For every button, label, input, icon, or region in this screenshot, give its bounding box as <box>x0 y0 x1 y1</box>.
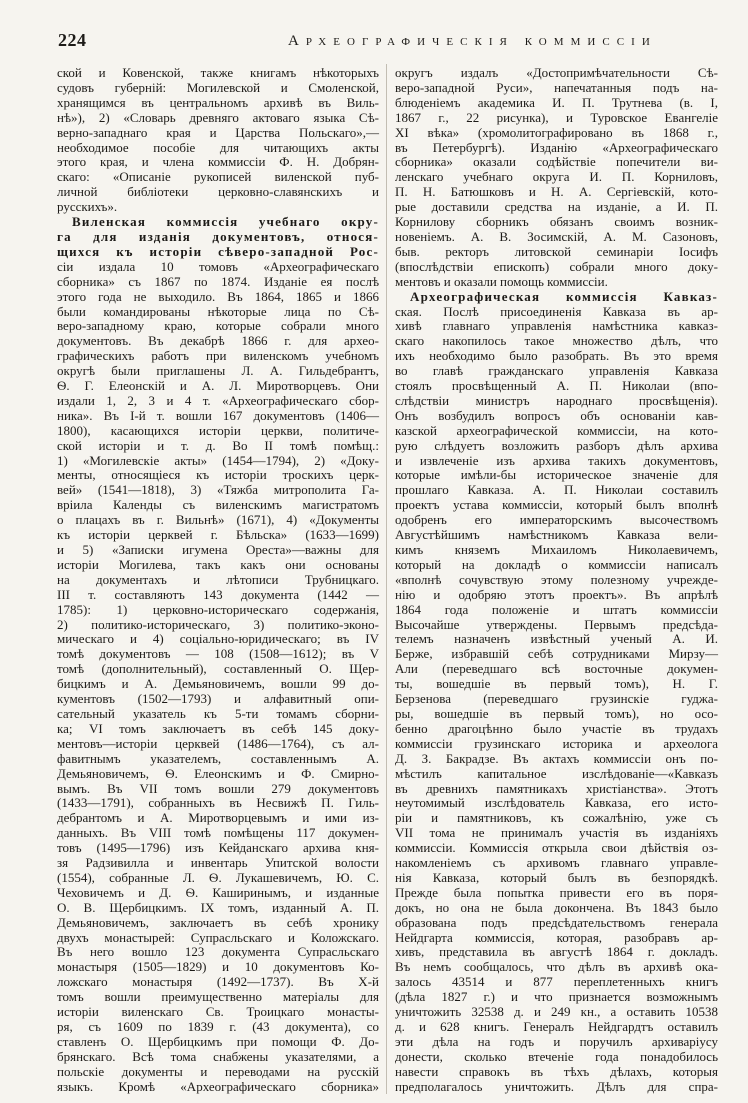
text-line: Прежде была попытка привести его въ поря- <box>395 884 718 900</box>
text-line: фавитнымъ указателемъ, составленнымъ А. <box>57 750 379 766</box>
text-line: зя Радзивилла и инвентарь Упитской волости <box>57 855 379 871</box>
text-line: этого года не выходило. Въ 1864, 1865 и 1866 <box>57 288 379 304</box>
text-line: къ исторіи церквей г. Бѣльска» (1633—1699) <box>57 527 379 543</box>
text-line: О. В. Щербицкимъ. IX томъ, изданный А. П. <box>57 899 379 915</box>
text-line: хивѣ главнаго управленія намѣстника кавказ- <box>395 318 718 334</box>
text-line: образована подъ предсѣдательствомъ генерала <box>395 914 718 930</box>
text-line: казской археографической коммиссіи, на кото- <box>395 422 718 438</box>
text-line: томѣ (дополнительный), составленный О. Щер- <box>57 661 379 677</box>
text-line: Демьяновичемъ, Ѳ. Елеонскимъ и Ф. Смирно- <box>57 765 379 781</box>
text-line: ты, вошедшіе въ первый томъ), Н. Г. <box>395 676 718 692</box>
text-line: документовъ. Въ декабрѣ 1866 г. для архео- <box>57 333 379 349</box>
text-line: (дѣла 1827 г.) и что признается возможнымъ <box>395 989 718 1005</box>
text-line: данныхъ. Въ VIII томѣ помѣщены 117 докумен- <box>57 825 379 841</box>
text-line: которые имѣли-бы историческое значеніе для <box>395 467 718 483</box>
text-line: навести справокъ въ тѣхъ дѣлахъ, которыя <box>395 1063 718 1079</box>
text-line: Онъ возбудилъ вопросъ объ основаніи кав- <box>395 407 718 423</box>
text-line: веро-западной Руси», напечатанныя подъ на- <box>395 79 718 95</box>
text-line: VII тома не принималъ участія въ изданіяхъ <box>395 825 718 841</box>
text-line: д. и 628 книгъ. Генералъ Нейдгардтъ оставилъ <box>395 1019 718 1034</box>
text-line: верно-западнаго края и Царства Польскаго»,— <box>57 124 379 140</box>
text-line: ника». Въ I-й т. вошли 167 документовъ (1406— <box>57 407 379 423</box>
text-line: П. Н. Батюшковъ и Н. А. Сергіевскій, кото- <box>395 184 718 200</box>
text-line: вымъ. Въ VII томъ вошли 279 документовъ <box>57 780 379 796</box>
text-line: были командированы нѣкоторые лица по Сѣ- <box>57 303 379 319</box>
text-line: кимъ княземъ Михаиломъ Николаевичемъ, <box>395 542 718 557</box>
text-line: предполагалось уничтожить. Дѣлъ для спра- <box>395 1078 718 1094</box>
text-line: нію и одобряю этотъ проектъ». Въ апрѣлѣ <box>395 586 718 602</box>
text-line: III т. составляютъ 143 документа (1442 — <box>57 586 379 602</box>
text-line: коммиссіи грузинскаго историка и археолога <box>395 735 718 751</box>
left-column <box>57 66 379 1095</box>
text-line: и 5) «Записки игумена Ореста»—важны для <box>57 542 379 557</box>
text-line: бицкимъ и А. Демьяновичемъ, вошли 99 до- <box>57 676 379 692</box>
text-line: Берзенова (переведшаго грузинскіе гуджа- <box>395 691 718 707</box>
text-line: 1800), касающихся исторіи церкви, политиче- <box>57 422 379 438</box>
text-line: прошлаго Кавказа. А. П. Николаи составилъ <box>395 482 718 498</box>
text-line: на документахъ и лѣтописи Трубницкаго. <box>57 571 379 587</box>
text-line: рую слѣдуетъ возложить разборъ дѣлъ архива <box>395 437 718 453</box>
text-line: сборника» оказали содѣйствіе попечители ви- <box>395 154 718 170</box>
text-line: нѣ»), 2) «Словарь древняго актоваго языка Сѣ- <box>57 109 379 125</box>
text-line: ментовъ—исторіи церквей (1486—1764), съ ал- <box>57 735 379 751</box>
text-line: графическихъ работъ при виленскомъ учебномъ <box>57 348 379 364</box>
text-line: докъ, но она не была докончена. Въ 1843 было <box>395 899 718 915</box>
text-line: га для изданія документовъ, относя- <box>57 228 379 244</box>
text-line: ской и Ковенской, также книгамъ нѣкоторыхъ <box>57 65 379 80</box>
text-line: Ѳ. Г. Елеонскій и А. Л. Миротворцевъ. Они <box>57 378 379 394</box>
text-line: брянскаго. Всѣ тома снабжены указателями, а <box>57 1048 379 1064</box>
text-line: Чеховичемъ и Д. Ѳ. Каширинымъ, и изданные <box>57 884 379 900</box>
text-line: коммиссіи. Коммиссія открыла свои дѣйствія оз- <box>395 840 718 856</box>
text-line: Августѣйшимъ намѣстникомъ Кавказа вели- <box>395 527 718 543</box>
text-line: одобренъ его императорскимъ высочествомъ <box>395 512 718 528</box>
text-line: 2) политико-историческаго, 3) политико-эконо- <box>57 616 379 632</box>
text-line: 1785): 1) церковно-историческаго содержанія, <box>57 601 379 617</box>
text-line: уничтожить 32538 д. и 249 кн., а оставить 10538 <box>395 1004 718 1020</box>
text-line: въ древнихъ памятникахъ христіанства». Этотъ <box>395 780 718 796</box>
text-line: товъ (1495—1796) изъ Кейданскаго архива кня- <box>57 840 379 856</box>
text-line: рые доставили средства на изданіе, а И. П. <box>395 199 718 215</box>
text-line: мѣстилъ капитальное изслѣдованіе—«Кавказъ <box>395 765 718 781</box>
text-line: во главѣ гражданскаго управленія Кавказа <box>395 363 718 379</box>
text-line: сательный указатель къ 5-ти томамъ сборни- <box>57 705 379 721</box>
text-line: Виленская коммиссія учебнаго окру- <box>72 214 379 230</box>
text-line: Археографическая коммиссія Кавказ- <box>410 288 718 304</box>
text-line: XI вѣка» (хромолитографировано въ 1868 г., <box>395 124 718 140</box>
text-line: Берже, избравшій себѣ сотрудниками Мирзу— <box>395 646 718 662</box>
text-line: веро-западному краю, которые собрали много <box>57 318 379 334</box>
text-line: донести, сколько втеченіе года понадобилось <box>395 1048 718 1064</box>
text-line: ка; VI томъ заключаетъ въ себѣ 145 доку- <box>57 720 379 736</box>
text-line: Али (переведшаго всѣ восточные докумен- <box>395 661 718 677</box>
text-line: 1864 года положеніе и штатъ коммиссіи <box>395 601 718 617</box>
text-line: новеніемъ. А. В. Зосимскій, А. М. Сазоновъ, <box>395 228 718 244</box>
text-line: залось 43514 и 877 переплетенныхъ книгъ <box>395 974 718 990</box>
text-line: (1433—1791), собранныхъ въ Несвижѣ П. Гиль- <box>57 795 379 811</box>
text-line: издали 1, 2, 3 и 4 т. «Археографическаго сбор- <box>57 392 379 408</box>
text-line: хивъ, представила въ августѣ 1864 г. докладъ. <box>395 944 718 960</box>
text-line: блюденіемъ академика И. П. Трутнева (в. I, <box>395 94 718 110</box>
text-line: ріи и памятниковъ, къ сожалѣнію, уже съ <box>395 810 718 826</box>
text-line: ставленъ О. Щербицкимъ при помощи Ф. До- <box>57 1033 379 1049</box>
text-line: нія Кавказа, который былъ въ безпорядкѣ. <box>395 869 718 885</box>
text-line: щихся къ исторіи сѣверо-западной Рос- <box>57 243 379 259</box>
text-line: этого края, и члена коммиссіи Ф. Н. Добрян- <box>57 154 379 170</box>
text-line: и извлеченіе изъ архива такихъ документовъ, <box>395 452 718 468</box>
text-line: ской исторіи и т. д. Во II томѣ помѣщ.: <box>57 437 379 453</box>
text-line: ихъ необходимо было разобрать. Въ это время <box>395 348 718 364</box>
text-line: Высочайше утверждены. Первымъ предсѣда- <box>395 616 718 632</box>
text-line: ря, съ 1609 по 1839 г. (43 документа), со <box>57 1019 379 1034</box>
text-line: ская. Послѣ присоединенія Кавказа въ ар- <box>395 303 718 319</box>
text-line: Въ немъ сообщалось, что дѣлъ въ архивѣ ока- <box>395 959 718 975</box>
text-line: Нейдгарта коммиссія, которая, разобравъ ар- <box>395 929 718 945</box>
text-line: эти дѣла на годъ и поручилъ архиваріусу <box>395 1033 718 1049</box>
text-line: стоялъ просвѣщенный А. П. Николаи (впо- <box>395 378 718 394</box>
text-line: вріила Календы съ виленскимъ магистратомъ <box>57 497 379 513</box>
text-line: необходимое пособіе для читающихъ акты <box>57 139 379 155</box>
text-line: сборника» съ 1867 по 1874. Изданіе ея послѣ <box>57 273 379 289</box>
text-line: двухъ монастырей: Супрасльскаго и Коложскаго. <box>57 929 379 945</box>
text-line: скаго накопилось такое множество дѣлъ, что <box>395 333 718 349</box>
text-line: польскіе документы и переводами на русскій <box>57 1063 379 1079</box>
page-number: 224 <box>58 30 87 50</box>
text-line: быв. ректоръ литовской семинаріи Іосифъ <box>395 243 718 259</box>
text-line: проектъ устава коммиссіи, который былъ вполнѣ <box>395 497 718 513</box>
text-line: томѣ документовъ — 108 (1508—1612); въ V <box>57 646 379 662</box>
right-column <box>395 66 718 1095</box>
text-line: языкъ. Кромѣ «Археографическаго сборника» <box>57 1078 379 1094</box>
text-line: скаго: «Описаніе рукописей виленской пуб- <box>57 169 379 185</box>
text-line: исторіи виленскаго Св. Троицкаго монасты- <box>57 1004 379 1020</box>
text-line: неутомимый изслѣдователь Кавказа, его исто- <box>395 795 718 811</box>
column-divider <box>386 64 387 1094</box>
text-line: 1867 г., 22 рисунка), и Туровское Евангеліе <box>395 109 718 125</box>
text-line: о плацахъ въ г. Вильнѣ» (1671), 4) «Документы <box>57 512 379 528</box>
text-line: ленскаго учебнаго округа И. П. Корниловъ, <box>395 169 718 185</box>
text-line: 1) «Могилевскіе акты» (1454—1794), 2) «Доку- <box>57 452 379 468</box>
text-line: Д. З. Бакрадзе. Въ актахъ коммиссіи онъ по- <box>395 750 718 766</box>
text-line: томъ вошли преимущественно матеріалы для <box>57 989 379 1005</box>
text-line: монастыря (1505—1829) и 10 документовъ Ко- <box>57 959 379 975</box>
text-line: въ Петербургѣ). Изданію «Археографическаго <box>395 139 718 155</box>
text-line: округѣ были приглашены Л. А. Гильдебрантъ, <box>57 363 379 379</box>
text-line: русскихъ». <box>57 199 118 215</box>
text-line: накомленіемъ съ архивомъ главнаго управле- <box>395 855 718 871</box>
text-line: судовъ губерній: Могилевской и Смоленской, <box>57 79 379 95</box>
text-line: кументовъ (1502—1793) и алфавитный опи- <box>57 691 379 707</box>
text-line: слѣдствіи министръ народнаго просвѣщенія). <box>395 392 718 408</box>
text-line: Корнилову сборникъ обязанъ своимъ возник- <box>395 214 718 230</box>
running-title: Археографическія коммиссіи <box>288 33 657 49</box>
text-line: телемъ назначенъ извѣстный ученый А. И. <box>395 631 718 647</box>
text-line: хранящимся въ центральномъ архивѣ въ Виль- <box>57 94 379 110</box>
text-line: дебрантомъ и А. Миротворцевымъ и ими из- <box>57 810 379 826</box>
text-line: (впослѣдствіи епископъ) собрали много доку- <box>395 258 718 274</box>
text-line: мическаго и 4) соціально-юридическаго; въ IV <box>57 631 379 647</box>
text-line: менты, относящіеся къ исторіи троскихъ церк- <box>57 467 379 483</box>
text-line: ры, вошедшіе въ первый томъ), но осо- <box>395 705 718 721</box>
text-line: «вполнѣ сочувствую этому полезному учрежде- <box>395 571 718 587</box>
text-line: ментовъ и оказали помощь коммиссіи. <box>395 273 608 289</box>
text-line: Въ него вошло 123 документа Супрасльскаго <box>57 944 379 960</box>
text-line: вей» (1541—1818), 3) «Тяжба митрополита Га- <box>57 482 379 498</box>
text-line: бенно драгоцѣнно было участіе въ трудахъ <box>395 720 718 736</box>
text-line: исторіи Могилева, такъ какъ они основаны <box>57 556 379 572</box>
text-line: сіи издала 10 томовъ «Археографическаго <box>57 258 379 274</box>
text-line: который на докладѣ о коммиссіи написалъ <box>395 556 718 572</box>
text-line: Демьяновичемъ, заключаетъ въ себѣ хронику <box>57 914 379 930</box>
text-line: (1554), собранные Л. Ѳ. Лукашевичемъ, Ю. С. <box>57 869 379 885</box>
text-line: округъ издалъ «Достопримѣчательности Сѣ- <box>395 65 718 80</box>
text-line: ложскаго монастыря (1492—1737). Въ X-й <box>57 974 379 990</box>
text-line: личной библіотеки церковно-славянскихъ и <box>57 184 379 200</box>
